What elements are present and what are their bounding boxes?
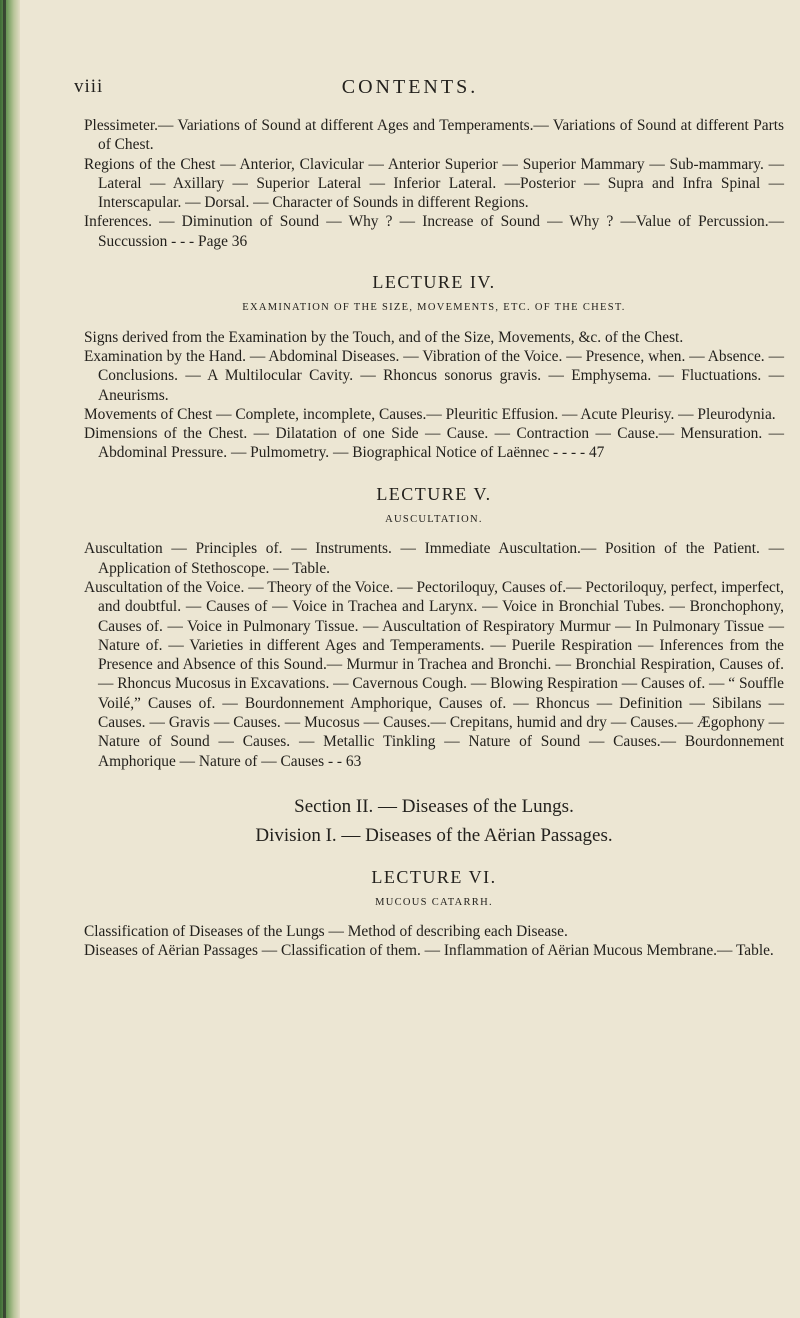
lecture-4-para: Dimensions of the Chest. — Dilatation of one Side — Cause. — Contraction — Cause.— Mensuration. — Abdominal Pressure. — Pulmometry. — Biographical Notice of Laënnec - - - - 47	[84, 425, 784, 462]
page-header	[36, 76, 784, 106]
lecture-5-heading: LECTURE V.	[376, 483, 492, 504]
page-title: CONTENTS.	[341, 76, 479, 98]
lecture-6-para: Diseases of Aërian Passages — Classification of them. — Inflammation of Aërian Mucous Membrane.— Table.	[84, 942, 774, 960]
lecture-6-subheading: MUCOUS CATARRH.	[375, 896, 493, 908]
intro-plessimeter: Plessimeter.— Variations of Sound at different Ages and Temperaments.— Variations of Sound at different Parts of Chest.	[84, 117, 784, 154]
lecture-4-heading: LECTURE IV.	[372, 272, 496, 293]
lecture-4-para: Movements of Chest — Complete, incomplete, Causes.— Pleuritic Effusion. — Acute Pleurisy. — Pleurodynia.	[84, 405, 776, 423]
contents-body	[84, 116, 784, 961]
page-number: viii	[74, 76, 104, 97]
intro-inferences: Inferences. — Diminution of Sound — Why ? — Increase of Sound — Why ? —Value of Percussion.— Succussion - - - Page 36	[84, 213, 784, 250]
lecture-5-subheading: AUSCULTATION.	[385, 514, 483, 526]
lecture-5-para: Auscultation — Principles of. — Instruments. — Immediate Auscultation.— Position of the Patient. — Application of Stethoscope. — Table.	[84, 540, 784, 577]
lecture-6-para: Classification of Diseases of the Lungs — Method of describing each Disease.	[84, 923, 568, 941]
lecture-4-para: Examination by the Hand. — Abdominal Diseases. — Vibration of the Voice. — Presence, when. — Absence. — Conclusions. — A Multilocular Cavity. — Rhoncus sonorus gravis. — Emphysema. — Fluctuations. — Aneurisms.	[84, 347, 784, 404]
section-2-heading: Section II. — Diseases of the Lungs.	[294, 795, 574, 817]
intro-regions: Regions of the Chest — Anterior, Clavicular — Anterior Superior — Superior Mammary — Sub-mammary. — Lateral — Axillary — Superior Lateral — Inferior Lateral. —Posterior — Supra and Infra Spinal — Interscapular. — Dorsal. — Character of Sounds in different Regions.	[84, 155, 784, 212]
lecture-6-heading: LECTURE VI.	[371, 866, 497, 887]
book-page	[36, 0, 784, 1318]
division-1-heading: Division I. — Diseases of the Aërian Passages.	[255, 825, 613, 847]
lecture-4-subheading: EXAMINATION OF THE SIZE, MOVEMENTS, ETC. OF THE CHEST.	[242, 302, 626, 314]
lecture-4-para: Signs derived from the Examination by the Touch, and of the Size, Movements, &c. of the Chest.	[84, 328, 684, 346]
binding-line	[3, 0, 6, 1318]
lecture-5-para: Auscultation of the Voice. — Theory of the Voice. — Pectoriloquy, Causes of.— Pectoriloquy, perfect, imperfect, and doubtful. — Causes of — Voice in Trachea and Larynx. — Voice in Bronchial Tubes. — Bronchophony, Causes of. — Voice in Pulmonary Tissue. — Auscultation of Respiratory Murmur — In Pulmonary Tissue — Nature of. — Varieties in different Ages and Temperaments. — Puerile Respiration — Inferences from the Presence and Absence of this Sound.— Murmur in Trachea and Bronchi. — Bronchial Respiration, Causes of. — Rhoncus Mucosus in Excavations. — Cavernous Cough. — Blowing Respiration — Causes of. — “ Souffle Voilé,” Causes of. — Bourdonnement Amphorique, Causes of. — Rhoncus — Definition — Sibilans — Causes. — Gravis — Causes. — Mucosus — Causes.— Crepitans, humid and dry — Causes.— Ægophony — Nature of Sound — Causes. — Metallic Tinkling — Nature of Sound — Causes.— Bourdonnement Amphorique — Nature of — Causes - - 63	[84, 578, 784, 770]
